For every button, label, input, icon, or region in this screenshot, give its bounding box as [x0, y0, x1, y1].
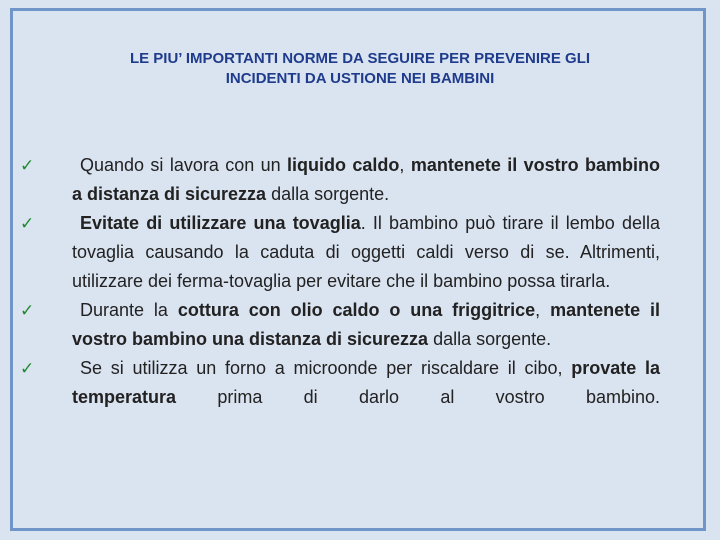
- text-run: ,: [399, 155, 411, 175]
- text-run: dalla sorgente.: [266, 184, 390, 204]
- checkmark-icon: ✓: [20, 359, 35, 378]
- text-run: . Il bambino può tirare il lembo della tovaglia causando la caduta di oggetti caldi verso di se. Altrimenti, utilizzare dei ferma-tovaglia per evitare che il bambino possa tirarla.: [72, 213, 660, 291]
- text-run: prima di darlo al vostro bambino.: [176, 387, 660, 407]
- list-item-text: [72, 354, 660, 412]
- checkmark-icon: ✓: [20, 301, 35, 320]
- list-item: [20, 296, 660, 354]
- checkmark-icon: ✓: [20, 214, 35, 233]
- bold-run: mantenete il vostro bambino una distanza di sicurezza: [72, 300, 660, 349]
- bold-run: mantenete il vostro bambino a distanza di sicurezza: [72, 155, 660, 204]
- text-run: Durante la: [80, 300, 178, 320]
- bold-run: Evitate di utilizzare una tovaglia: [80, 213, 361, 233]
- safety-rules-list: [20, 151, 660, 412]
- list-item-text: [72, 151, 660, 209]
- title-line-2: INCIDENTI DA USTIONE NEI BAMBINI: [225, 70, 495, 87]
- list-item: [20, 354, 660, 412]
- text-run: Se si utilizza un forno a microonde per riscaldare il cibo,: [80, 358, 572, 378]
- checkmark-icon: ✓: [20, 156, 35, 175]
- text-run: dalla sorgente.: [428, 329, 552, 349]
- bold-run: cottura con olio caldo o una friggitrice: [177, 300, 536, 320]
- list-item: [20, 151, 660, 209]
- bold-run: provate la temperatura: [72, 358, 660, 407]
- page-title: [60, 49, 660, 89]
- text-run: ,: [535, 300, 551, 320]
- text-run: Quando si lavora con un: [80, 155, 288, 175]
- bold-run: liquido caldo: [287, 155, 400, 175]
- list-item-text: [72, 209, 660, 296]
- list-item: [20, 209, 660, 296]
- title-line-1: LE PIU’ IMPORTANTI NORME DA SEGUIRE PER PREVENIRE GLI: [129, 50, 591, 67]
- list-item-text: [72, 296, 660, 354]
